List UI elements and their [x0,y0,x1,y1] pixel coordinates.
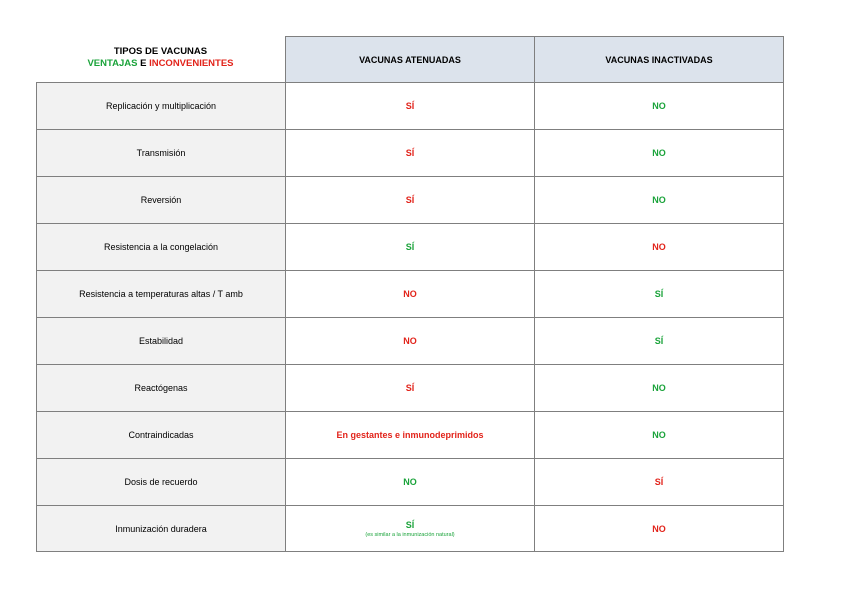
table-row [37,130,784,177]
atenuadas-value: NO [286,459,535,505]
row-label: Inmunización duradera [37,506,286,551]
atenuadas-value: SÍ (es similar a la inmunización natural) [286,506,535,551]
atenuadas-value: NO [286,318,535,364]
atenuadas-value: SÍ [286,83,535,129]
inactivadas-value: SÍ [535,318,784,364]
title-line: TIPOS DE VACUNAS [113,46,208,57]
atenuadas-value: SÍ [286,365,535,411]
row-label: Estabilidad [37,318,286,364]
row-label: Transmisión [37,130,286,176]
row-label: Resistencia a la congelación [37,224,286,270]
row-label: Reactógenas [37,365,286,411]
table-row [37,83,784,130]
table-row [37,506,784,552]
column-header-atenuadas: VACUNAS ATENUADAS [285,36,534,82]
column-header-inactivadas: VACUNAS INACTIVADAS [534,36,784,82]
inactivadas-value: NO [535,224,784,270]
atenuadas-value: En gestantes e inmunodeprimidos [286,412,535,458]
atenuadas-value: SÍ [286,177,535,223]
inactivadas-value: NO [535,83,784,129]
table-row [37,271,784,318]
row-label: Resistencia a temperaturas altas / T amb [37,271,286,317]
title-subline [87,58,233,70]
table-body [36,82,784,552]
inactivadas-value: NO [535,506,784,551]
table-row [37,459,784,506]
row-label: Contraindicadas [37,412,286,458]
atenuadas-value: SÍ [286,224,535,270]
inactivadas-value: NO [535,177,784,223]
inactivadas-value: NO [535,130,784,176]
table-row [37,224,784,271]
row-label: Dosis de recuerdo [37,459,286,505]
title-inconvenientes: INCONVENIENTES [149,58,234,69]
table-title [36,36,285,82]
inactivadas-value: SÍ [535,271,784,317]
atenuadas-value: SÍ [286,130,535,176]
title-connector: E [137,58,150,69]
atenuadas-value: NO [286,271,535,317]
title-ventajas: VENTAJAS [87,58,138,69]
vaccine-comparison-table [36,36,784,552]
row-label: Reversión [37,177,286,223]
row-label: Replicación y multiplicación [37,83,286,129]
inactivadas-value: SÍ [535,459,784,505]
inactivadas-value: NO [535,412,784,458]
table-row [37,365,784,412]
table-row [37,318,784,365]
inactivadas-value: NO [535,365,784,411]
atenuadas-note: (es similar a la inmunización natural) [365,531,455,538]
table-row [37,412,784,459]
table-row [37,177,784,224]
table-header [36,36,784,82]
